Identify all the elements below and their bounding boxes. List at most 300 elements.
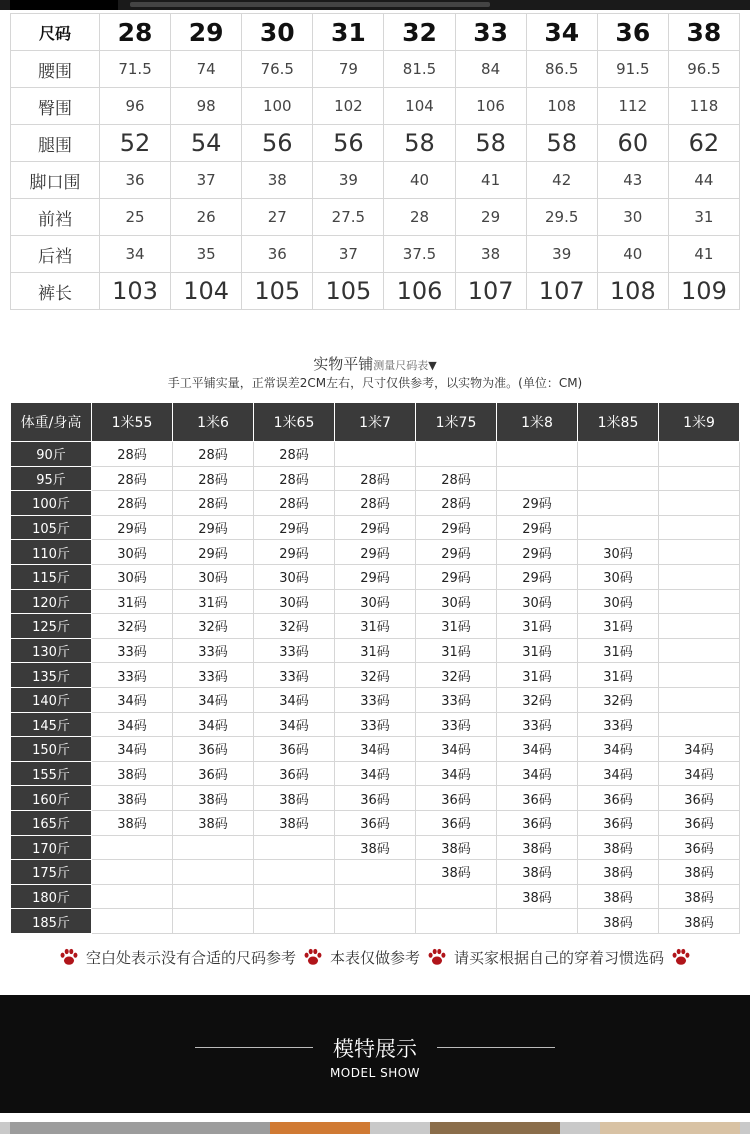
- ref-cell: 34码: [497, 737, 578, 762]
- paw-icon: [426, 946, 448, 968]
- size-header-cell: 29: [171, 14, 242, 51]
- size-cell: 42: [526, 162, 597, 199]
- ref-cell: [659, 638, 740, 663]
- ref-cell: 29码: [254, 515, 335, 540]
- ref-cell: 33码: [497, 712, 578, 737]
- ref-cell: 34码: [497, 761, 578, 786]
- size-row-label: 腿围: [11, 125, 100, 162]
- ref-cell: 38码: [335, 835, 416, 860]
- size-row-label: 臀围: [11, 88, 100, 125]
- ref-cell: 31码: [578, 614, 659, 639]
- ref-cell: 38码: [254, 786, 335, 811]
- ref-row: [11, 687, 740, 712]
- ref-cell: 36码: [173, 737, 254, 762]
- ref-height-header: 1米55: [92, 403, 173, 442]
- ref-cell: 33码: [335, 712, 416, 737]
- ref-cell: [659, 491, 740, 516]
- ref-cell: 33码: [173, 638, 254, 663]
- ref-cell: [254, 860, 335, 885]
- ref-row: [11, 909, 740, 934]
- ref-cell: 29码: [497, 491, 578, 516]
- paw-icon: [58, 946, 80, 968]
- ref-cell: 31码: [578, 638, 659, 663]
- size-cell: 37: [171, 162, 242, 199]
- ref-cell: 38码: [659, 860, 740, 885]
- size-cell: 38: [242, 162, 313, 199]
- size-cell: 41: [455, 162, 526, 199]
- ref-cell: 28码: [335, 491, 416, 516]
- ref-cell: 36码: [659, 786, 740, 811]
- ref-weight-label: 175斤: [11, 860, 92, 885]
- ref-cell: [92, 860, 173, 885]
- ref-cell: 36码: [659, 835, 740, 860]
- ref-cell: 38码: [578, 835, 659, 860]
- ref-cell: 28码: [92, 442, 173, 467]
- ref-cell: [659, 614, 740, 639]
- ref-weight-label: 90斤: [11, 442, 92, 467]
- ref-cell: [659, 515, 740, 540]
- ref-cell: 34码: [578, 761, 659, 786]
- ref-cell: [578, 442, 659, 467]
- size-row: [11, 162, 740, 199]
- ref-cell: [659, 564, 740, 589]
- model-show-banner: [0, 995, 750, 1113]
- ref-cell: 34码: [335, 761, 416, 786]
- ref-cell: 36码: [497, 786, 578, 811]
- ref-cell: 34码: [416, 761, 497, 786]
- ref-cell: [173, 884, 254, 909]
- down-arrow-icon: ▼: [428, 359, 437, 372]
- size-row-label: 后裆: [11, 236, 100, 273]
- ref-cell: 29码: [335, 540, 416, 565]
- size-header-cell: 38: [668, 14, 739, 51]
- ref-cell: 34码: [335, 737, 416, 762]
- size-header-cell: 34: [526, 14, 597, 51]
- size-chart-table: [10, 13, 740, 310]
- size-cell: 27: [242, 199, 313, 236]
- ref-cell: 38码: [497, 884, 578, 909]
- ref-cell: 38码: [416, 835, 497, 860]
- ref-cell: 28码: [416, 466, 497, 491]
- ref-cell: [497, 466, 578, 491]
- ref-cell: 28码: [92, 466, 173, 491]
- ref-row: [11, 860, 740, 885]
- size-cell: 108: [526, 88, 597, 125]
- size-cell: 36: [242, 236, 313, 273]
- ref-cell: 28码: [173, 442, 254, 467]
- ref-weight-label: 140斤: [11, 687, 92, 712]
- size-cell: 79: [313, 51, 384, 88]
- ref-cell: 36码: [335, 810, 416, 835]
- size-cell: 71.5: [100, 51, 171, 88]
- size-cell: 105: [242, 273, 313, 310]
- size-cell: 74: [171, 51, 242, 88]
- ref-cell: [335, 442, 416, 467]
- ref-weight-label: 125斤: [11, 614, 92, 639]
- ref-row: [11, 810, 740, 835]
- ref-cell: 34码: [416, 737, 497, 762]
- ref-cell: 36码: [416, 810, 497, 835]
- ref-cell: 30码: [254, 589, 335, 614]
- ref-cell: 33码: [578, 712, 659, 737]
- ref-cell: 32码: [254, 614, 335, 639]
- ref-cell: 29码: [497, 540, 578, 565]
- ref-height-header: 1米8: [497, 403, 578, 442]
- ref-cell: 28码: [254, 491, 335, 516]
- ref-cell: 38码: [659, 909, 740, 934]
- ref-height-header: 1米65: [254, 403, 335, 442]
- size-row: [11, 125, 740, 162]
- model-photo-strip: [0, 1122, 750, 1134]
- size-cell: 60: [597, 125, 668, 162]
- note-text: 本表仅做参考: [329, 948, 420, 967]
- ref-cell: 34码: [173, 687, 254, 712]
- ref-cell: 31码: [497, 638, 578, 663]
- size-cell: 26: [171, 199, 242, 236]
- ref-cell: 33码: [173, 663, 254, 688]
- reference-title: [0, 353, 750, 374]
- notes-bar: [0, 946, 750, 968]
- ref-cell: [335, 860, 416, 885]
- ref-cell: 32码: [335, 663, 416, 688]
- size-cell: 28: [384, 199, 455, 236]
- ref-cell: 33码: [254, 663, 335, 688]
- ref-row: [11, 564, 740, 589]
- ref-cell: 28码: [173, 466, 254, 491]
- size-cell: 39: [313, 162, 384, 199]
- size-row: [11, 273, 740, 310]
- ref-cell: 29码: [173, 515, 254, 540]
- size-cell: 58: [526, 125, 597, 162]
- size-cell: 56: [313, 125, 384, 162]
- size-row-label: 裤长: [11, 273, 100, 310]
- ref-cell: 34码: [254, 687, 335, 712]
- ref-weight-label: 135斤: [11, 663, 92, 688]
- ref-cell: 36码: [497, 810, 578, 835]
- ref-cell: 31码: [497, 614, 578, 639]
- ref-weight-label: 100斤: [11, 491, 92, 516]
- ref-cell: 34码: [659, 737, 740, 762]
- ref-cell: 30码: [254, 564, 335, 589]
- ref-cell: 34码: [92, 712, 173, 737]
- ref-cell: 31码: [92, 589, 173, 614]
- ref-cell: 30码: [578, 589, 659, 614]
- ref-row: [11, 589, 740, 614]
- ref-row: [11, 712, 740, 737]
- ref-cell: [416, 442, 497, 467]
- ref-row: [11, 442, 740, 467]
- weight-height-reference-table: [10, 402, 740, 934]
- size-row-label: 前裆: [11, 199, 100, 236]
- ref-cell: [254, 835, 335, 860]
- ref-cell: 38码: [92, 786, 173, 811]
- size-row: [11, 199, 740, 236]
- size-cell: 62: [668, 125, 739, 162]
- ref-cell: 34码: [92, 687, 173, 712]
- ref-cell: [659, 442, 740, 467]
- ref-row: [11, 515, 740, 540]
- ref-cell: [497, 909, 578, 934]
- size-header-cell: 32: [384, 14, 455, 51]
- size-row-label: 腰围: [11, 51, 100, 88]
- ref-cell: 32码: [92, 614, 173, 639]
- model-show-title: 模特展示: [333, 1037, 417, 1061]
- ref-cell: [416, 909, 497, 934]
- ref-cell: 33码: [335, 687, 416, 712]
- size-row: [11, 51, 740, 88]
- ref-cell: 38码: [578, 909, 659, 934]
- ref-cell: 32码: [416, 663, 497, 688]
- size-row: [11, 88, 740, 125]
- ref-cell: [659, 589, 740, 614]
- ref-cell: 28码: [173, 491, 254, 516]
- size-cell: 52: [100, 125, 171, 162]
- ref-cell: 38码: [173, 786, 254, 811]
- size-cell: 25: [100, 199, 171, 236]
- ref-cell: 30码: [92, 540, 173, 565]
- ref-cell: [173, 860, 254, 885]
- ref-cell: 36码: [254, 737, 335, 762]
- ref-cell: [578, 515, 659, 540]
- ref-cell: 29码: [92, 515, 173, 540]
- note-text: 空白处表示没有合适的尺码参考: [85, 948, 296, 967]
- ref-cell: 28码: [92, 491, 173, 516]
- size-header-cell: 36: [597, 14, 668, 51]
- ref-cell: 33码: [92, 663, 173, 688]
- ref-cell: 38码: [254, 810, 335, 835]
- note-text: 请买家根据自己的穿着习惯选码: [454, 948, 665, 967]
- size-cell: 29.5: [526, 199, 597, 236]
- size-cell: 108: [597, 273, 668, 310]
- size-cell: 98: [171, 88, 242, 125]
- ref-cell: 33码: [254, 638, 335, 663]
- ref-cell: 28码: [254, 466, 335, 491]
- ref-cell: 30码: [578, 540, 659, 565]
- ref-weight-label: 115斤: [11, 564, 92, 589]
- ref-cell: 33码: [92, 638, 173, 663]
- ref-cell: 29码: [173, 540, 254, 565]
- ref-cell: [659, 466, 740, 491]
- ref-cell: 34码: [92, 737, 173, 762]
- ref-height-header: 1米6: [173, 403, 254, 442]
- ref-cell: 28码: [416, 491, 497, 516]
- model-show-subtitle: MODEL SHOW: [329, 1066, 421, 1080]
- ref-cell: [92, 835, 173, 860]
- ref-cell: 29码: [416, 564, 497, 589]
- ref-cell: 33码: [416, 712, 497, 737]
- ref-cell: 36码: [659, 810, 740, 835]
- ref-cell: 38码: [497, 835, 578, 860]
- ref-cell: [578, 466, 659, 491]
- ref-weight-label: 155斤: [11, 761, 92, 786]
- size-cell: 118: [668, 88, 739, 125]
- ref-cell: 34码: [254, 712, 335, 737]
- size-cell: 107: [526, 273, 597, 310]
- ref-weight-label: 95斤: [11, 466, 92, 491]
- ref-cell: 31码: [497, 663, 578, 688]
- ref-cell: 29码: [416, 540, 497, 565]
- ref-weight-label: 105斤: [11, 515, 92, 540]
- paw-icon: [302, 946, 324, 968]
- size-cell: 35: [171, 236, 242, 273]
- ref-row: [11, 884, 740, 909]
- size-cell: 76.5: [242, 51, 313, 88]
- ref-cell: [92, 909, 173, 934]
- size-cell: 34: [100, 236, 171, 273]
- size-cell: 27.5: [313, 199, 384, 236]
- ref-cell: 31码: [173, 589, 254, 614]
- ref-row: [11, 761, 740, 786]
- ref-cell: 32码: [497, 687, 578, 712]
- ref-cell: 31码: [416, 638, 497, 663]
- ref-cell: 30码: [578, 564, 659, 589]
- ref-cell: 28码: [335, 466, 416, 491]
- ref-height-header: 1米85: [578, 403, 659, 442]
- size-cell: 86.5: [526, 51, 597, 88]
- ref-cell: 34码: [173, 712, 254, 737]
- ref-cell: 32码: [173, 614, 254, 639]
- ref-cell: 36码: [254, 761, 335, 786]
- size-cell: 39: [526, 236, 597, 273]
- ref-row: [11, 835, 740, 860]
- ref-weight-label: 145斤: [11, 712, 92, 737]
- size-cell: 44: [668, 162, 739, 199]
- ref-cell: [659, 712, 740, 737]
- ref-weight-label: 165斤: [11, 810, 92, 835]
- ref-cell: 30码: [173, 564, 254, 589]
- size-cell: 106: [455, 88, 526, 125]
- size-cell: 81.5: [384, 51, 455, 88]
- ref-cell: [254, 909, 335, 934]
- ref-cell: 38码: [173, 810, 254, 835]
- ref-weight-label: 120斤: [11, 589, 92, 614]
- ref-cell: 31码: [578, 663, 659, 688]
- top-banner-strip: [0, 0, 750, 10]
- size-cell: 58: [455, 125, 526, 162]
- size-header-cell: 28: [100, 14, 171, 51]
- ref-cell: 30码: [497, 589, 578, 614]
- ref-cell: 38码: [416, 860, 497, 885]
- ref-row: [11, 786, 740, 811]
- ref-cell: 30码: [335, 589, 416, 614]
- ref-height-header: 1米9: [659, 403, 740, 442]
- ref-cell: [578, 491, 659, 516]
- size-cell: 112: [597, 88, 668, 125]
- size-cell: 31: [668, 199, 739, 236]
- ref-row: [11, 491, 740, 516]
- reference-title-small: 测量尺码表: [373, 359, 429, 372]
- size-header-label: 尺码: [11, 14, 100, 51]
- size-row-label: 脚口围: [11, 162, 100, 199]
- size-cell: 40: [384, 162, 455, 199]
- ref-row: [11, 737, 740, 762]
- ref-height-header: 1米7: [335, 403, 416, 442]
- ref-cell: 32码: [578, 687, 659, 712]
- ref-cell: [335, 884, 416, 909]
- size-cell: 91.5: [597, 51, 668, 88]
- reference-subtitle: 手工平铺实量，正常误差2CM左右，尺寸仅供参考，以实物为准。(单位：CM): [167, 376, 583, 390]
- ref-weight-label: 160斤: [11, 786, 92, 811]
- size-row: [11, 236, 740, 273]
- size-header-cell: 31: [313, 14, 384, 51]
- ref-cell: 30码: [416, 589, 497, 614]
- ref-cell: [173, 835, 254, 860]
- ref-cell: 34码: [659, 761, 740, 786]
- size-cell: 102: [313, 88, 384, 125]
- ref-cell: 31码: [335, 614, 416, 639]
- ref-weight-label: 180斤: [11, 884, 92, 909]
- reference-title-main: 实物平铺: [313, 355, 374, 373]
- ref-cell: [173, 909, 254, 934]
- ref-header-row: [11, 403, 740, 442]
- size-cell: 109: [668, 273, 739, 310]
- size-cell: 106: [384, 273, 455, 310]
- ref-height-header: 1米75: [416, 403, 497, 442]
- ref-corner-label: 体重/身高: [11, 403, 92, 442]
- size-cell: 56: [242, 125, 313, 162]
- ref-weight-label: 170斤: [11, 835, 92, 860]
- ref-cell: 28码: [254, 442, 335, 467]
- ref-row: [11, 638, 740, 663]
- ref-cell: 36码: [578, 786, 659, 811]
- ref-cell: 36码: [173, 761, 254, 786]
- ref-cell: [497, 442, 578, 467]
- size-header-cell: 33: [455, 14, 526, 51]
- size-header-cell: 30: [242, 14, 313, 51]
- ref-cell: 29码: [497, 515, 578, 540]
- ref-cell: [659, 687, 740, 712]
- ref-cell: 36码: [416, 786, 497, 811]
- ref-cell: 38码: [578, 884, 659, 909]
- ref-cell: 38码: [497, 860, 578, 885]
- ref-cell: 36码: [335, 786, 416, 811]
- size-cell: 105: [313, 273, 384, 310]
- ref-weight-label: 110斤: [11, 540, 92, 565]
- size-cell: 36: [100, 162, 171, 199]
- size-cell: 104: [384, 88, 455, 125]
- ref-cell: 36码: [578, 810, 659, 835]
- ref-weight-label: 130斤: [11, 638, 92, 663]
- size-cell: 104: [171, 273, 242, 310]
- ref-cell: [92, 884, 173, 909]
- ref-row: [11, 466, 740, 491]
- ref-cell: 29码: [335, 564, 416, 589]
- ref-cell: 38码: [578, 860, 659, 885]
- paw-icon: [670, 946, 692, 968]
- ref-cell: 31码: [416, 614, 497, 639]
- size-cell: 37: [313, 236, 384, 273]
- ref-cell: [659, 663, 740, 688]
- ref-cell: 30码: [92, 564, 173, 589]
- ref-weight-label: 185斤: [11, 909, 92, 934]
- ref-row: [11, 614, 740, 639]
- ref-cell: 29码: [335, 515, 416, 540]
- ref-cell: [416, 884, 497, 909]
- ref-weight-label: 150斤: [11, 737, 92, 762]
- size-cell: 38: [455, 236, 526, 273]
- size-cell: 37.5: [384, 236, 455, 273]
- size-cell: 43: [597, 162, 668, 199]
- ref-cell: [254, 884, 335, 909]
- size-cell: 96.5: [668, 51, 739, 88]
- size-cell: 54: [171, 125, 242, 162]
- ref-row: [11, 663, 740, 688]
- size-cell: 107: [455, 273, 526, 310]
- ref-cell: 29码: [497, 564, 578, 589]
- ref-cell: 31码: [335, 638, 416, 663]
- ref-row: [11, 540, 740, 565]
- size-cell: 40: [597, 236, 668, 273]
